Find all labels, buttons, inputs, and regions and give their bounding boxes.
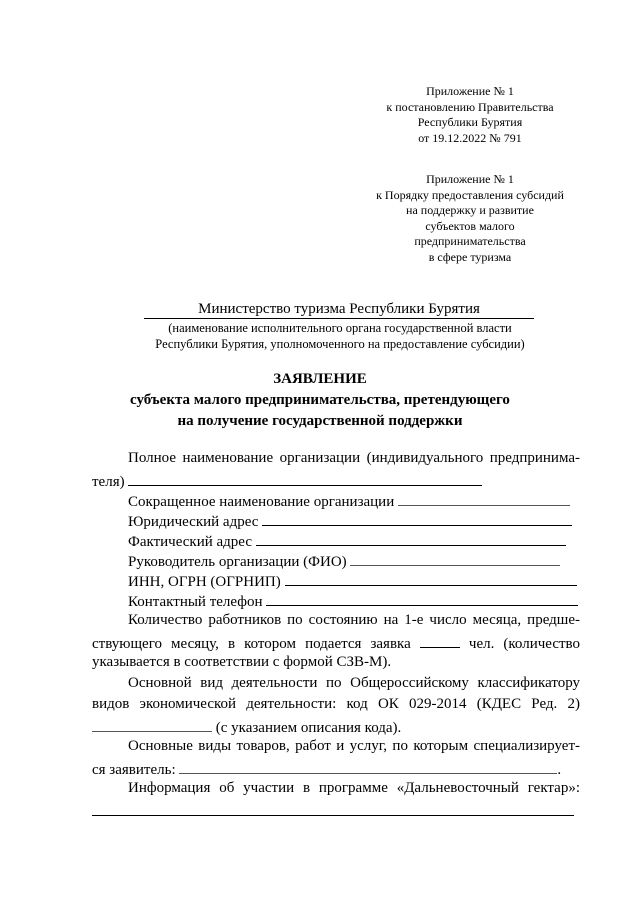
appendix-reference: к Порядку предоставления субсидий <box>376 187 564 202</box>
document-title <box>60 369 580 432</box>
appendix-reference: к постановлению Правительства <box>386 99 554 114</box>
head-input[interactable] <box>350 551 560 566</box>
title-subheading: субъекта малого предпринимательства, претендующего <box>130 392 510 408</box>
full-name-input[interactable] <box>128 471 482 486</box>
phone-field <box>128 591 578 611</box>
legal-address-field <box>128 511 572 531</box>
head-field <box>128 551 560 571</box>
actual-address-field <box>128 531 566 551</box>
appendix-reference: в сфере туризма <box>428 249 512 264</box>
ministry-caption-line: (наименование исполнительного органа государственной власти <box>168 321 512 335</box>
employees-field <box>92 633 580 653</box>
appendix-number: Приложение № 1 <box>426 172 514 186</box>
actual-address-input[interactable] <box>256 531 566 546</box>
activity-code-note: (с указанием описания кода). <box>215 720 402 736</box>
full-name-field <box>92 471 482 491</box>
inn-label: ИНН, ОГРН (ОГРНИП) <box>128 574 281 590</box>
hectare-field <box>92 801 574 821</box>
goods-input[interactable] <box>179 759 557 774</box>
appendix-reference: Республики Бурятия <box>417 115 523 129</box>
activity-code-field <box>92 717 401 737</box>
activity-code-input[interactable] <box>92 717 212 732</box>
employees-count-input[interactable] <box>420 633 460 648</box>
short-name-label: Сокращенное наименование организации <box>128 494 395 510</box>
appendix-reference: субъектов малого <box>425 218 515 233</box>
hectare-label: Информация об участии в программе «Дальневосточный гектар»: <box>128 780 580 796</box>
employees-label: Количество работников по состоянию на 1-е число месяца, предше- <box>128 612 580 628</box>
full-name-label: Полное наименование организации (индивидуального предпринима- <box>128 450 580 466</box>
employees-unit: чел. (количество <box>468 636 581 652</box>
legal-address-input[interactable] <box>262 511 572 526</box>
appendix-date: от 19.12.2022 № 791 <box>418 130 522 145</box>
appendix-header-procedure <box>360 172 580 265</box>
goods-field <box>92 759 561 779</box>
employees-label-cont: ствующего месяцу, в котором подается заявка <box>92 636 411 652</box>
activity-label-cont: видов экономической деятельности: код ОК 029-2014 (КДЕС Ред. 2) <box>92 696 580 712</box>
hectare-input[interactable] <box>92 801 574 816</box>
activity-label: Основной вид деятельности по Общероссийскому классификатору <box>128 675 580 691</box>
ministry-underline <box>144 318 534 319</box>
employees-note: указывается в соответствии с формой СЗВ-М). <box>92 654 392 670</box>
head-label: Руководитель организации (ФИО) <box>128 554 347 570</box>
title-subheading: на получение государственной поддержки <box>177 413 463 429</box>
inn-field <box>128 571 577 591</box>
goods-end: . <box>557 762 562 778</box>
ministry-name: Министерство туризма Республики Бурятия <box>198 301 480 317</box>
goods-label-cont: ся заявитель: <box>92 762 176 778</box>
phone-input[interactable] <box>266 591 578 606</box>
appendix-reference: на поддержку и развитие <box>406 203 534 217</box>
appendix-number: Приложение № 1 <box>426 84 514 98</box>
ministry-caption-line: Республики Бурятия, уполномоченного на предоставление субсидии) <box>155 337 525 351</box>
legal-address-label: Юридический адрес <box>128 514 259 530</box>
appendix-header-resolution <box>370 84 570 146</box>
phone-label: Контактный телефон <box>128 594 263 610</box>
inn-input[interactable] <box>285 571 577 586</box>
ministry-caption <box>120 320 560 352</box>
title-heading: ЗАЯВЛЕНИЕ <box>273 371 367 387</box>
short-name-input[interactable] <box>398 491 570 506</box>
goods-label: Основные виды товаров, работ и услуг, по которым специализирует- <box>128 738 580 754</box>
appendix-reference: предпринимательства <box>414 234 526 248</box>
short-name-field <box>128 491 570 511</box>
actual-address-label: Фактический адрес <box>128 534 252 550</box>
full-name-label-cont: теля) <box>92 474 125 490</box>
